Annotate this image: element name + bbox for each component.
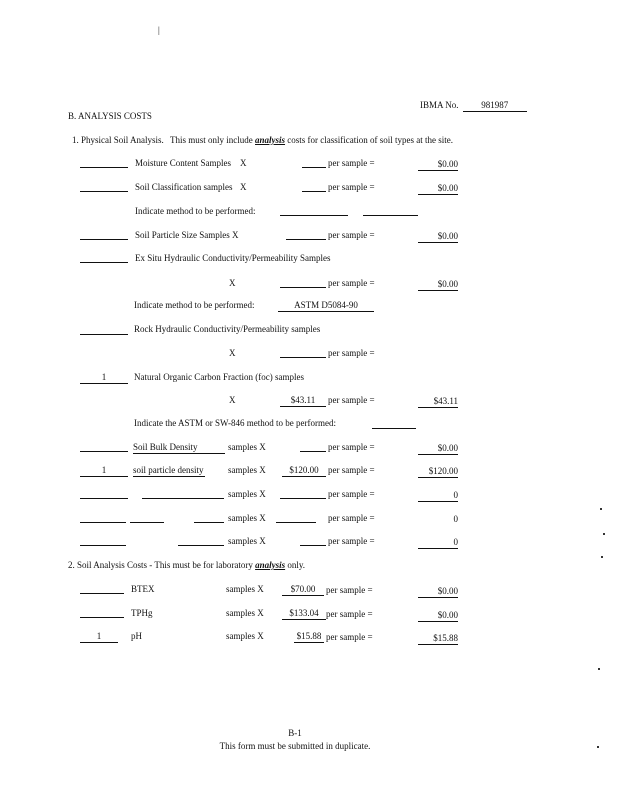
foc-qty-field[interactable]: 1 <box>80 373 128 384</box>
blank3-qty-field[interactable] <box>80 545 126 546</box>
bulk-per-sample: per sample = <box>328 442 375 452</box>
exsitu-total[interactable]: $0.00 <box>418 280 458 291</box>
moisture-per-sample: per sample = <box>328 158 375 168</box>
rock-qty-field[interactable] <box>80 334 128 335</box>
section-title: B. ANALYSIS COSTS <box>68 111 152 121</box>
section1-number: 1. <box>72 135 79 145</box>
astm-sw846-field[interactable] <box>372 428 416 429</box>
particle-density-per-sample: per sample = <box>328 465 375 475</box>
section1-note-post: costs for classification of soil types at the site. <box>287 135 453 145</box>
scan-speck <box>600 508 602 510</box>
rock-per-sample: per sample = <box>328 348 375 358</box>
classification-multiply: X <box>240 182 247 192</box>
btex-label: BTEX <box>131 584 155 594</box>
ph-samples-x: samples X <box>226 631 264 641</box>
tphg-label: TPHg <box>131 608 153 618</box>
blank3-samples-x: samples X <box>228 536 266 546</box>
section2-heading <box>68 561 305 570</box>
ph-qty-field[interactable]: 1 <box>80 632 118 643</box>
blank2-samples-x: samples X <box>228 513 266 523</box>
ibma-value[interactable]: 981987 <box>463 101 527 112</box>
classification-price-field[interactable] <box>302 191 326 192</box>
blank3-per-sample: per sample = <box>328 536 375 546</box>
blank2-per-sample: per sample = <box>328 513 375 523</box>
particle-qty-field[interactable] <box>80 239 128 240</box>
foc-total[interactable]: $43.11 <box>418 397 458 408</box>
btex-samples-x: samples X <box>226 584 264 594</box>
section2-note-emphasis: analysis <box>255 560 286 570</box>
exsitu-per-sample: per sample = <box>328 278 375 288</box>
blank1-samples-x: samples X <box>228 489 266 499</box>
tphg-price-field[interactable]: $133.04 <box>282 609 326 620</box>
moisture-price-field[interactable] <box>302 167 326 168</box>
btex-per-sample: per sample = <box>326 585 373 595</box>
moisture-qty-field[interactable] <box>80 167 128 168</box>
tphg-per-sample: per sample = <box>326 609 373 619</box>
blank1-per-sample: per sample = <box>328 489 375 499</box>
section1-heading <box>72 136 453 145</box>
bulk-label: Soil Bulk Density <box>133 443 225 454</box>
rock-price-field[interactable] <box>280 357 326 358</box>
particle-density-label: soil particle density <box>133 465 204 475</box>
section1-note-emphasis: analysis <box>255 135 286 145</box>
particle-density-qty-field[interactable]: 1 <box>80 466 128 477</box>
ph-total[interactable]: $15.88 <box>418 634 458 645</box>
ph-label: pH <box>131 631 142 641</box>
particle-price-field[interactable] <box>286 239 326 240</box>
ph-per-sample: per sample = <box>326 632 373 642</box>
foc-per-sample: per sample = <box>328 395 375 405</box>
classification-label: Soil Classification samples <box>135 182 233 192</box>
method-field-a[interactable] <box>280 215 348 216</box>
classification-total[interactable]: $0.00 <box>418 184 458 195</box>
blank1-price-field[interactable] <box>280 498 326 499</box>
rock-multiply: X <box>229 348 236 358</box>
particle-density-samples-x: samples X <box>228 465 266 475</box>
foc-label: Natural Organic Carbon Fraction (foc) samples <box>134 372 305 382</box>
astm-method-field[interactable]: ASTM D5084-90 <box>278 301 374 312</box>
foc-multiply: X <box>229 395 236 405</box>
scan-speck <box>597 746 599 748</box>
page-number: B-1 <box>288 728 302 738</box>
btex-price-field[interactable]: $70.00 <box>282 585 324 596</box>
classification-qty-field[interactable] <box>80 191 128 192</box>
section2-number: 2. <box>68 560 75 570</box>
tphg-qty-field[interactable] <box>80 617 124 618</box>
btex-qty-field[interactable] <box>80 593 124 594</box>
scan-speck <box>603 533 605 535</box>
blank2-label-field-a[interactable] <box>130 522 164 523</box>
moisture-total[interactable]: $0.00 <box>418 160 458 171</box>
blank2-qty-field[interactable] <box>80 522 126 523</box>
indicate-method-label-2: Indicate method to be performed: <box>134 300 255 310</box>
blank2-price-field[interactable] <box>276 522 316 523</box>
indicate-method-label-1: Indicate method to be performed: <box>135 206 256 216</box>
particle-density-total[interactable]: $120.00 <box>418 467 458 478</box>
blank3-price-field[interactable] <box>300 545 326 546</box>
ph-price-field[interactable]: $15.88 <box>294 632 324 643</box>
bulk-samples-x: samples X <box>228 442 266 452</box>
indicate-astm-label: Indicate the ASTM or SW-846 method to be performed: <box>134 418 336 428</box>
exsitu-price-field[interactable] <box>280 287 326 288</box>
particle-per-sample: per sample = <box>328 230 375 240</box>
moisture-label: Moisture Content Samples <box>135 158 231 168</box>
section2-note-post: only. <box>287 560 306 570</box>
blank1-label-field[interactable] <box>142 498 224 499</box>
margin-mark: | <box>158 25 160 35</box>
blank1-total[interactable]: 0 <box>418 491 458 502</box>
bulk-price-field[interactable] <box>300 451 326 452</box>
particle-density-price-field[interactable]: $120.00 <box>282 466 326 477</box>
particle-label: Soil Particle Size Samples X <box>135 230 239 240</box>
section2-title: Soil Analysis Costs <box>77 560 148 570</box>
rock-label: Rock Hydraulic Conductivity/Permeability samples <box>134 324 321 334</box>
foc-price-field[interactable]: $43.11 <box>280 396 326 407</box>
classification-per-sample: per sample = <box>328 182 375 192</box>
section2-note-pre: - This must be for laboratory <box>149 560 253 570</box>
footer-note: This form must be submitted in duplicate. <box>219 741 371 751</box>
blank1-qty-field[interactable] <box>80 498 128 499</box>
btex-total[interactable]: $0.00 <box>418 587 458 598</box>
exsitu-label: Ex Situ Hydraulic Conductivity/Permeability Samples <box>135 253 331 263</box>
ibma-label: IBMA No. <box>420 100 459 110</box>
tphg-total[interactable]: $0.00 <box>418 611 458 622</box>
blank2-total[interactable]: 0 <box>453 514 458 524</box>
ibma-number-field <box>420 101 527 112</box>
blank2-label-field-b[interactable] <box>194 522 224 523</box>
moisture-multiply: X <box>240 158 247 168</box>
method-field-b[interactable] <box>363 215 418 216</box>
exsitu-qty-field[interactable] <box>80 262 128 263</box>
bulk-total[interactable]: $0.00 <box>418 444 458 455</box>
particle-total[interactable]: $0.00 <box>418 232 458 243</box>
tphg-samples-x: samples X <box>226 608 264 618</box>
scan-speck <box>598 668 600 670</box>
scan-speck <box>601 556 603 558</box>
exsitu-multiply: X <box>229 278 236 288</box>
blank3-total[interactable]: 0 <box>418 538 458 549</box>
bulk-qty-field[interactable] <box>80 451 128 452</box>
blank3-label-field[interactable] <box>178 545 224 546</box>
section1-note-pre: This must only include <box>170 135 253 145</box>
section1-title: Physical Soil Analysis. <box>81 135 164 145</box>
